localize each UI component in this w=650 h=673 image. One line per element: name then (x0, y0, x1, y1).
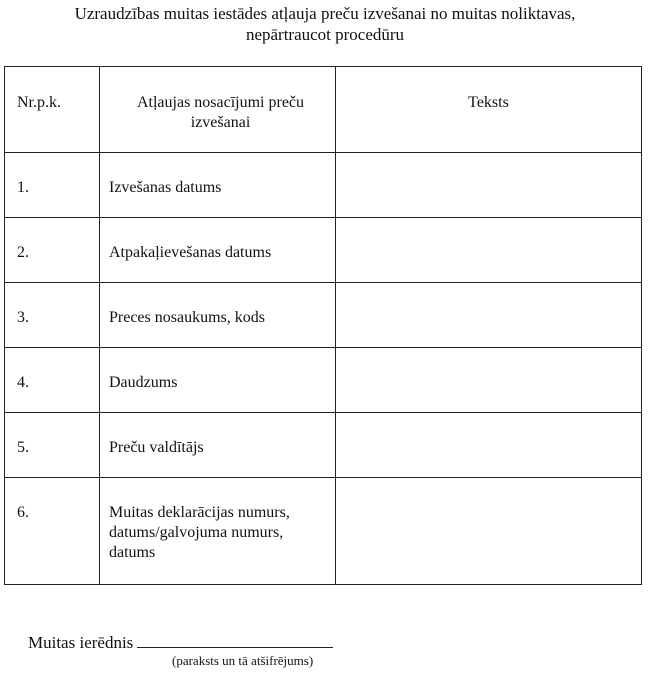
row-text-field[interactable] (336, 348, 642, 413)
table-row (5, 153, 642, 218)
row-text-field[interactable] (336, 478, 642, 585)
row-condition: Preces nosaukums, kods (100, 283, 336, 348)
table-row (5, 348, 642, 413)
row-text-field[interactable] (336, 283, 642, 348)
header-conditions: Atļaujas nosacījumi preču izvešanai (100, 67, 336, 153)
table-row (5, 478, 642, 585)
row-condition: Atpakaļievešanas datums (100, 218, 336, 283)
row-text-field[interactable] (336, 218, 642, 283)
row-number: 6. (5, 478, 100, 585)
title-line-1: Uzraudzības muitas iestādes atļauja preču izvešanai no muitas noliktavas, (74, 4, 576, 23)
row-number: 5. (5, 413, 100, 478)
title-line-2: nepārtraucot procedūru (245, 25, 405, 44)
row-number: 4. (5, 348, 100, 413)
signature-note: (paraksts un tā atšifrējums) (172, 653, 314, 668)
row-condition: Izvešanas datums (100, 153, 336, 218)
row-condition: Preču valdītājs (100, 413, 336, 478)
row-condition: Muitas deklarācijas numurs, datums/galvojuma numurs, datums (100, 478, 336, 585)
row-number: 3. (5, 283, 100, 348)
table-row (5, 218, 642, 283)
row-text-field[interactable] (336, 413, 642, 478)
row-number: 2. (5, 218, 100, 283)
signature-line[interactable] (137, 633, 333, 648)
document-title (0, 3, 650, 45)
signature-block (28, 633, 333, 653)
header-number: Nr.p.k. (5, 67, 100, 153)
row-number: 1. (5, 153, 100, 218)
permit-table (4, 66, 642, 585)
row-text-field[interactable] (336, 153, 642, 218)
signature-label: Muitas ierēdnis (28, 633, 134, 652)
table-header-row (5, 67, 642, 153)
header-text: Teksts (336, 67, 642, 153)
table-row (5, 413, 642, 478)
row-condition: Daudzums (100, 348, 336, 413)
table-row (5, 283, 642, 348)
